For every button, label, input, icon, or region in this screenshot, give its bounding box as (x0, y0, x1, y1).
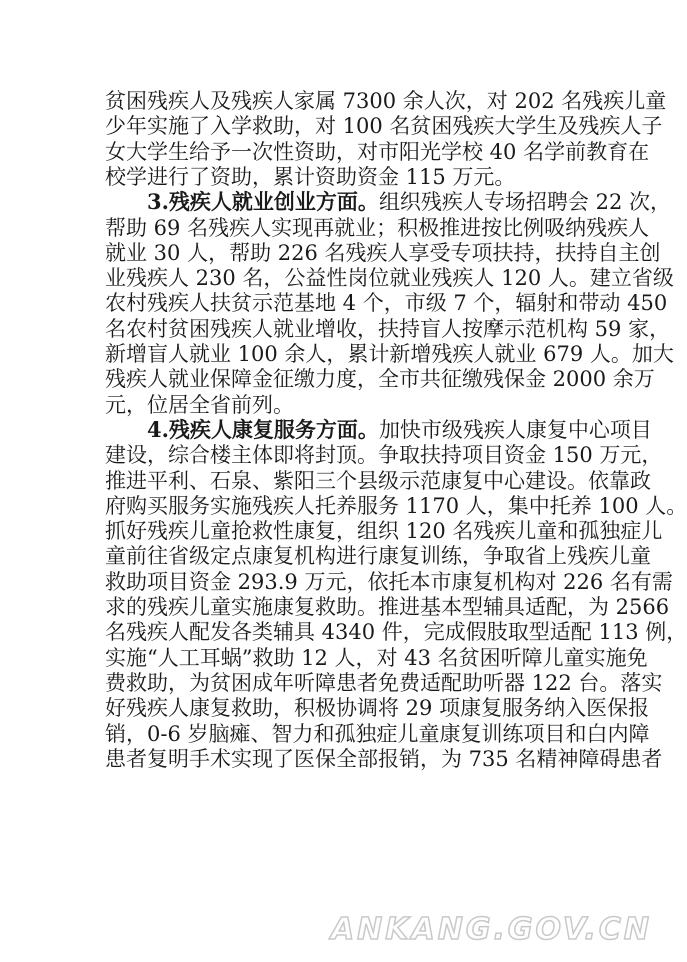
text-line: 销，0-6 岁脑瘫、智力和孤独症儿童康复训练项目和白内障 (105, 721, 650, 746)
text-line: 抓好残疾儿童抢救性康复，组织 120 名残疾儿童和孤独症儿 (105, 519, 663, 544)
text-line: 贫困残疾人及残疾人家属 7300 余人次，对 202 名残疾儿童 (105, 89, 667, 113)
text-line: 实施“人工耳蜗”救助 12 人，对 43 名贫困听障儿童实施免 (105, 645, 648, 670)
text-line: 新增盲人就业 100 余人，累计新增残疾人就业 679 人。加大 (105, 342, 674, 366)
text-line: 帮助 69 名残疾人实现再就业；积极推进按比例吸纳残疾人 (105, 215, 650, 240)
text-line: 费救助，为贫困成年听障患者免费适配助听器 122 台。落实 (105, 670, 663, 695)
text-line: 残疾人就业保障金征缴力度，全市共征缴残保金 2000 余万 (105, 367, 655, 392)
text-line: 名农村贫困残疾人就业增收，扶持盲人按摩示范机构 59 家， (105, 316, 671, 341)
text-line: 就业 30 人，帮助 226 名残疾人享受专项扶持，扶持自主创 (105, 240, 661, 265)
text-line: 童前往省级定点康复机构进行康复训练，争取省上残疾儿童 (105, 544, 651, 569)
text-line: 府购买服务实施残疾人托养服务 1170 人，集中托养 100 人。 (105, 493, 687, 518)
text-line: 名残疾人配发各类辅具 4340 件，完成假肢取型适配 113 例， (105, 620, 687, 645)
section-3-heading: 3.残疾人就业创业方面。 (147, 189, 379, 215)
text-line: 推进平利、石泉、紫阳三个县级示范康复中心建设。依靠政 (105, 468, 651, 493)
section-4-heading: 4.残疾人康复服务方面。 (147, 416, 379, 442)
section-4-first-line-text: 加快市级残疾人康复中心项目 (378, 417, 652, 442)
text-line: 元，位居全省前列。 (105, 392, 294, 417)
text-line: 建设，综合楼主体即将封顶。争取扶持项目资金 150 万元， (105, 443, 663, 468)
text-line: 女大学生给予一次性资助，对市阳光学校 40 名学前教育在 (105, 139, 650, 164)
text-line: 少年实施了入学救助，对 100 名贫困残疾大学生及残疾人子 (105, 114, 663, 139)
site-watermark: ANKANG.GOV.CN (330, 912, 652, 947)
text-line: 校学进行了资助，累计资助资金 115 万元。 (105, 164, 516, 189)
text-line: 患者复明手术实现了医保全部报销，为 735 名精神障碍患者 (105, 746, 663, 771)
text-line: 救助项目资金 293.9 万元，依托本市康复机构对 226 名有需 (105, 569, 673, 594)
text-line: 求的残疾儿童实施康复救助。推进基本型辅具适配，为 2566 (105, 595, 670, 619)
text-line: 业残疾人 230 名，公益性岗位就业残疾人 120 人。建立省级 (105, 266, 674, 291)
section-3-first-line-text: 组织残疾人专场招聘会 22 次， (378, 190, 672, 215)
text-line: 好残疾人康复救助，积极协调将 29 项康复服务纳入医保报 (105, 696, 650, 721)
text-line: 农村残疾人扶贫示范基地 4 个，市级 7 个，辐射和带动 450 (105, 291, 668, 316)
